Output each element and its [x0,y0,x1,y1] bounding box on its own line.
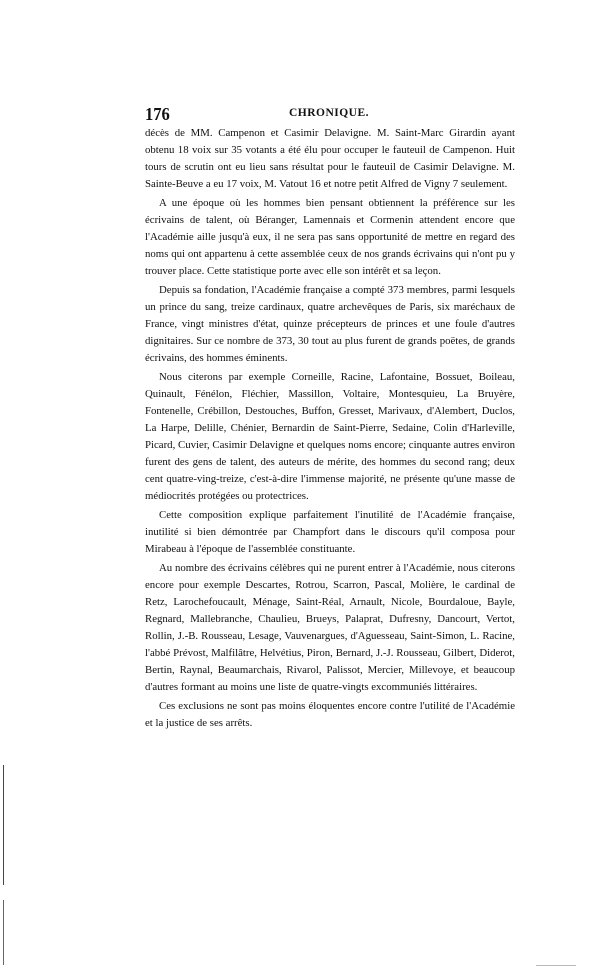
paragraph-3: Depuis sa fondation, l'Académie française a compté 373 membres, parmi lesquels un prince du sang, treize cardinaux, quatre archevêques de Paris, six maréchaux de France, vingt ministres d'état, quinze précepteurs de princes et une foule d'autres dignitaires. Sur ce nombre de 373, 30 tout au plus furent de grands poëtes, de grands écrivains, des hommes éminents. [145,284,515,364]
paragraph-4: Nous citerons par exemple Corneille, Racine, Lafontaine, Bossuet, Boileau, Quinault, Fénélon, Fléchier, Massillon, Voltaire, Montesquieu, La Bruyère, Fontenelle, Crébillon, Destouches, Buffon, Gresset, Marivaux, d'Alembert, Duclos, La Harpe, Delille, Chénier, Bernardin de Saint-Pierre, Sedaine, Colin d'Harleville, Picard, Cuvier, Casimir Delavigne et quelques noms encore; cinquante autres environ furent des gens de talent, des auteurs de mérite, des hommes du second rang; deux cent quatre-ving-treize, c'est-à-dire l'immense majorité, ne présente qu'une masse de médiocrités protégées ou protectrices. [145,371,515,502]
scan-bottom-mark [536,965,576,966]
body-text [145,125,515,734]
scan-edge-mark-lower [3,900,4,965]
paragraph-2: A une époque où les hommes bien pensant obtiennent la préférence sur les écrivains de talent, où Béranger, Lamennais et Cormenin attendent encore que l'Académie aille jusqu'à eux, il ne sera pas sans opportunité de mettre en regard des noms qui ont appartenu à cette assemblée ceux de nos grands écrivains qui n'ont pu y trouver place. Cette statistique porte avec elle son intérêt et sa leçon. [145,197,515,277]
paragraph-6: Au nombre des écrivains célèbres qui ne purent entrer à l'Académie, nous citerons encore pour exemple Descartes, Rotrou, Scarron, Pascal, Molière, le cardinal de Retz, Larochefoucault, Ménage, Saint-Réal, Arnault, Nicole, Bourdaloue, Bayle, Regnard, Mallebranche, Chaulieu, Brueys, Palaprat, Dufresny, Dancourt, Vertot, Rollin, J.-B. Rousseau, Lesage, Vauvenargues, d'Aguesseau, Saint-Simon, L. Racine, l'abbé Prévost, Malfilâtre, Helvétius, Piron, Bernard, J.-J. Rousseau, Gilbert, Diderot, Bertin, Raynal, Beaumarchais, Rivarol, Palissot, Mercier, Millevoye, et beaucoup d'autres formant au moins une liste de quatre-vingts excommuniés littéraires. [145,562,515,693]
paragraph-5: Cette composition explique parfaitement l'inutilité de l'Académie française, inutilité si bien démontrée par Champfort dans le discours qu'il composa pour Mirabeau à l'époque de l'assemblée constituante. [145,509,515,555]
paragraph-7: Ces exclusions ne sont pas moins éloquentes encore contre l'utilité de l'Académie et la justice de ses arrêts. [145,700,515,729]
running-head: CHRONIQUE. [288,107,370,119]
page-header [145,104,513,126]
paragraph-1: décès de MM. Campenon et Casimir Delavigne. M. Saint-Marc Girardin ayant obtenu 18 voix sur 35 votants a été élu pour occuper le fauteuil de Campenon. Huit tours de scrutin ont eu lieu sans résultat pour le fauteuil de Casimir Delavigne. M. Sainte-Beuve a eu 17 voix, M. Vatout 16 et notre petit Alfred de Vigny 7 seulement. [145,127,515,190]
scan-edge-mark [3,765,4,885]
page-number: 176 [145,104,170,124]
